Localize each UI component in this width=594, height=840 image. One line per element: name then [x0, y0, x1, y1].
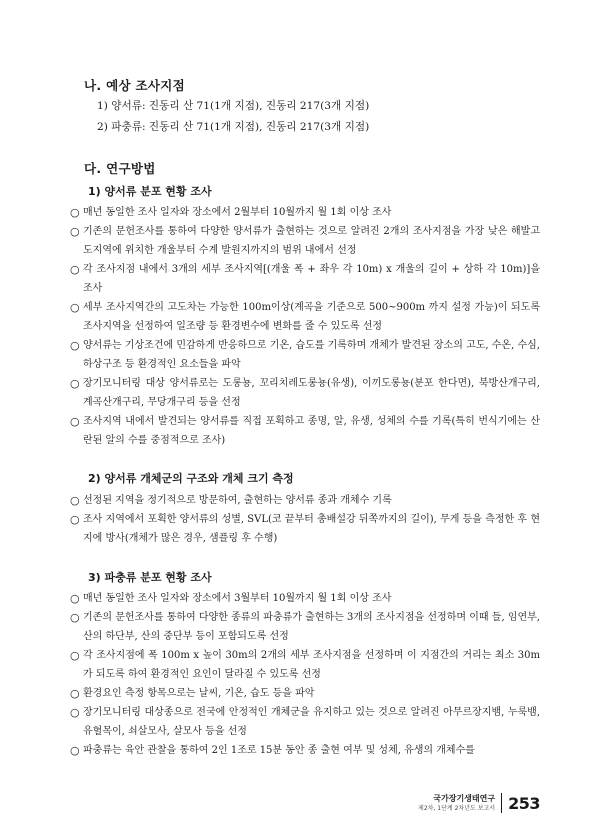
bullet-text: 세부 조사지역간의 고도차는 가능한 100m이상(계곡을 기준으로 500~900m 까지 설정 가능)이 되도록 조사지역을 선정하여 일조량 등 환경변수에 변화를 줄 수 있도록 선정 — [83, 302, 540, 332]
footer-divider — [501, 793, 502, 813]
bullet-circle: ○ — [70, 263, 80, 276]
bullet-circle: ○ — [70, 339, 80, 352]
bullet-circle: ○ — [70, 513, 80, 526]
bullet-text: 조사 지역에서 포획한 양서류의 성별, SVL(코 끝부터 총배설강 뒤쪽까지의 길이), 무게 등을 측정한 후 현지에 방사(개체가 많은 경우, 샘플링 후 수행) — [83, 514, 540, 544]
bullet-circle: ○ — [70, 706, 80, 719]
subsection-heading-2: 2) 양서류 개체군의 구조와 개체 크기 측정 — [88, 472, 294, 485]
bullet-text: 각 조사지점에 폭 100m x 높이 30m의 2개의 세부 조사지점을 선정하며 이 지점간의 거리는 최소 30m가 되도록 하여 환경적인 요인이 달라질 수 있도록 선정 — [83, 650, 540, 680]
bullet-item — [70, 298, 540, 336]
bullet-item — [70, 374, 540, 412]
bullet-item — [70, 703, 540, 741]
bullet-item — [70, 510, 540, 548]
bullet-circle: ○ — [70, 687, 80, 700]
bullet-text: 장기모니터링 대상 양서류로는 도롱뇽, 꼬리치레도롱뇽(유생), 이끼도롱뇽(분포 한다면), 북방산개구리, 계곡산개구리, 무당개구리 등을 선정 — [83, 378, 540, 408]
subsection-heading-1: 1) 양서류 분포 현황 조사 — [88, 185, 212, 198]
section-heading-da: 다. 연구방법 — [84, 161, 156, 176]
bullet-item — [70, 203, 540, 222]
bullet-text: 기존의 문헌조사를 통하여 다양한 양서류가 출현하는 것으로 알려진 2개의 조사지점을 가장 낮은 해발고도지역에 위치한 개울부터 수계 발원지까지의 범위 내에서 선정 — [83, 226, 540, 256]
bullet-circle: ○ — [70, 206, 80, 219]
survey-site-item: 1) 양서류: 진동리 산 71(1개 지점), 진동리 217(3개 지점) — [97, 100, 370, 112]
bullet-item — [70, 646, 540, 684]
bullet-circle: ○ — [70, 301, 80, 314]
bullet-circle: ○ — [70, 611, 80, 624]
page-number: 253 — [508, 793, 540, 813]
bullet-text: 선정된 지역을 정기적으로 방문하여, 출현하는 양서류 종과 개체수 기록 — [83, 495, 392, 506]
bullet-item — [70, 260, 540, 298]
bullet-text: 파충류는 육안 관찰을 통하여 2인 1조로 15분 동안 종 출현 여부 및 성체, 유생의 개체수를 — [83, 745, 475, 756]
bullet-item — [70, 589, 540, 608]
bullet-text: 장기모니터링 대상종으로 전국에 안정적인 개체군을 유지하고 있는 것으로 알려진 아무르장지뱀, 누룩뱀, 유혈목이, 쇠살모사, 살모사 등을 선정 — [83, 707, 540, 737]
bullet-text: 환경요인 측정 항목으로는 날씨, 기온, 습도 등을 파악 — [83, 688, 315, 699]
page-footer — [418, 792, 540, 814]
bullet-text: 양서류는 기상조건에 민감하게 반응하므로 기온, 습도를 기록하며 개체가 발견된 장소의 고도, 수온, 수심, 하상구조 등 환경적인 요소들을 파악 — [83, 340, 540, 370]
footer-titles — [418, 794, 495, 813]
subsection-heading-3: 3) 파충류 분포 현황 조사 — [88, 571, 212, 584]
bullet-item — [70, 491, 540, 510]
section-heading-na: 나. 예상 조사지점 — [84, 78, 185, 93]
bullet-circle: ○ — [70, 415, 80, 428]
bullet-circle: ○ — [70, 744, 80, 757]
bullet-circle: ○ — [70, 649, 80, 662]
bullet-item — [70, 222, 540, 260]
bullet-item — [70, 336, 540, 374]
footer-report: 제2차, 1단계 2차년도 보고서 — [418, 804, 496, 812]
bullet-text: 조사지역 내에서 발견되는 양서류를 직접 포획하고 종명, 알, 유생, 성체의 수를 기록(특히 번식기에는 산란된 알의 수를 중점적으로 조사) — [83, 416, 540, 446]
bullet-text: 매년 동일한 조사 일자와 장소에서 3월부터 10월까지 월 1회 이상 조사 — [83, 593, 392, 604]
bullet-circle: ○ — [70, 225, 80, 238]
bullet-circle: ○ — [70, 592, 80, 605]
footer-institution: 국가장기생태연구 — [433, 793, 496, 803]
survey-site-item: 2) 파충류: 진동리 산 71(1개 지점), 진동리 217(3개 지점) — [97, 121, 370, 133]
bullet-text: 매년 동일한 조사 일자와 장소에서 2월부터 10월까지 월 1회 이상 조사 — [83, 207, 392, 218]
bullet-circle: ○ — [70, 494, 80, 507]
bullet-item — [70, 741, 540, 760]
bullet-item — [70, 608, 540, 646]
bullet-item — [70, 684, 540, 703]
bullet-circle: ○ — [70, 377, 80, 390]
bullet-text: 기존의 문헌조사를 통하여 다양한 종류의 파충류가 출현하는 3개의 조사지점을 선정하며 이때 들, 임연부, 산의 하단부, 산의 중단부 등이 포함되도록 선정 — [83, 612, 540, 642]
bullet-item — [70, 412, 540, 450]
bullet-text: 각 조사지점 내에서 3개의 세부 조사지역[(개울 폭 + 좌우 각 10m) x 개울의 길이 + 상하 각 10m)]을 조사 — [83, 264, 540, 294]
